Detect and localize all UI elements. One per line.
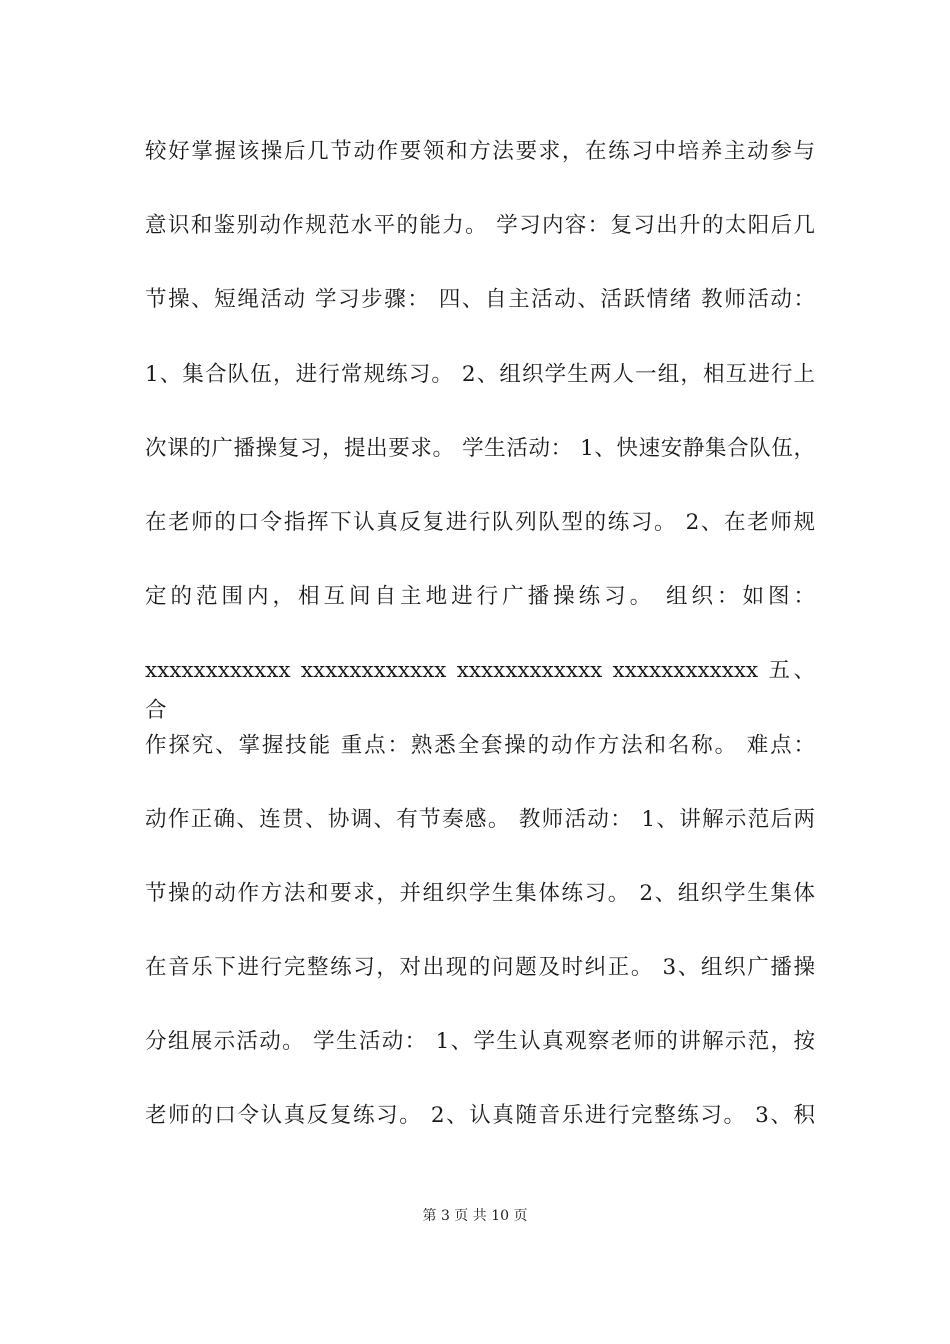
text-line: 定的范围内，相互间自主地进行广播操练习。 组织：如图： [145,584,815,610]
text-line: xxxxxxxxxxxx xxxxxxxxxxxx xxxxxxxxxxxx xxxxxxxxxxxx 五、合 [145,658,815,724]
text-line: 1、集合队伍，进行常规练习。 2、组织学生两人一组，相互进行上 [145,361,815,387]
text-line: 动作正确、连贯、协调、有节奏感。 教师活动： 1、讲解示范后两 [145,806,815,832]
text-line: 作探究、掌握技能 重点：熟悉全套操的动作方法和名称。 难点： [145,732,815,758]
text-line: 在音乐下进行完整练习，对出现的问题及时纠正。 3、组织广播操 [145,955,815,981]
text-line: 节操的动作方法和要求，并组织学生集体练习。 2、组织学生集体 [145,880,815,906]
text-line: 在老师的口令指挥下认真反复进行队列队型的练习。 2、在老师规 [145,509,815,535]
text-line: 次课的广播操复习，提出要求。 学生活动： 1、快速安静集合队伍， [145,435,815,461]
body-text [145,132,815,1171]
text-line: 意识和鉴别动作规范水平的能力。 学习内容：复习出升的太阳后几 [145,213,815,239]
text-line: 分组展示活动。 学生活动： 1、学生认真观察老师的讲解示范，按 [145,1029,815,1055]
page-number-footer: 第 3 页 共 10 页 [422,1208,528,1224]
text-line: 老师的口令认真反复练习。 2、认真随音乐进行完整练习。 3、积 [145,1103,815,1129]
text-line: 节操、短绳活动 学习步骤： 四、自主活动、活跃情绪 教师活动： [145,287,815,313]
text-line: 较好掌握该操后几节动作要领和方法要求，在练习中培养主动参与 [145,139,815,164]
